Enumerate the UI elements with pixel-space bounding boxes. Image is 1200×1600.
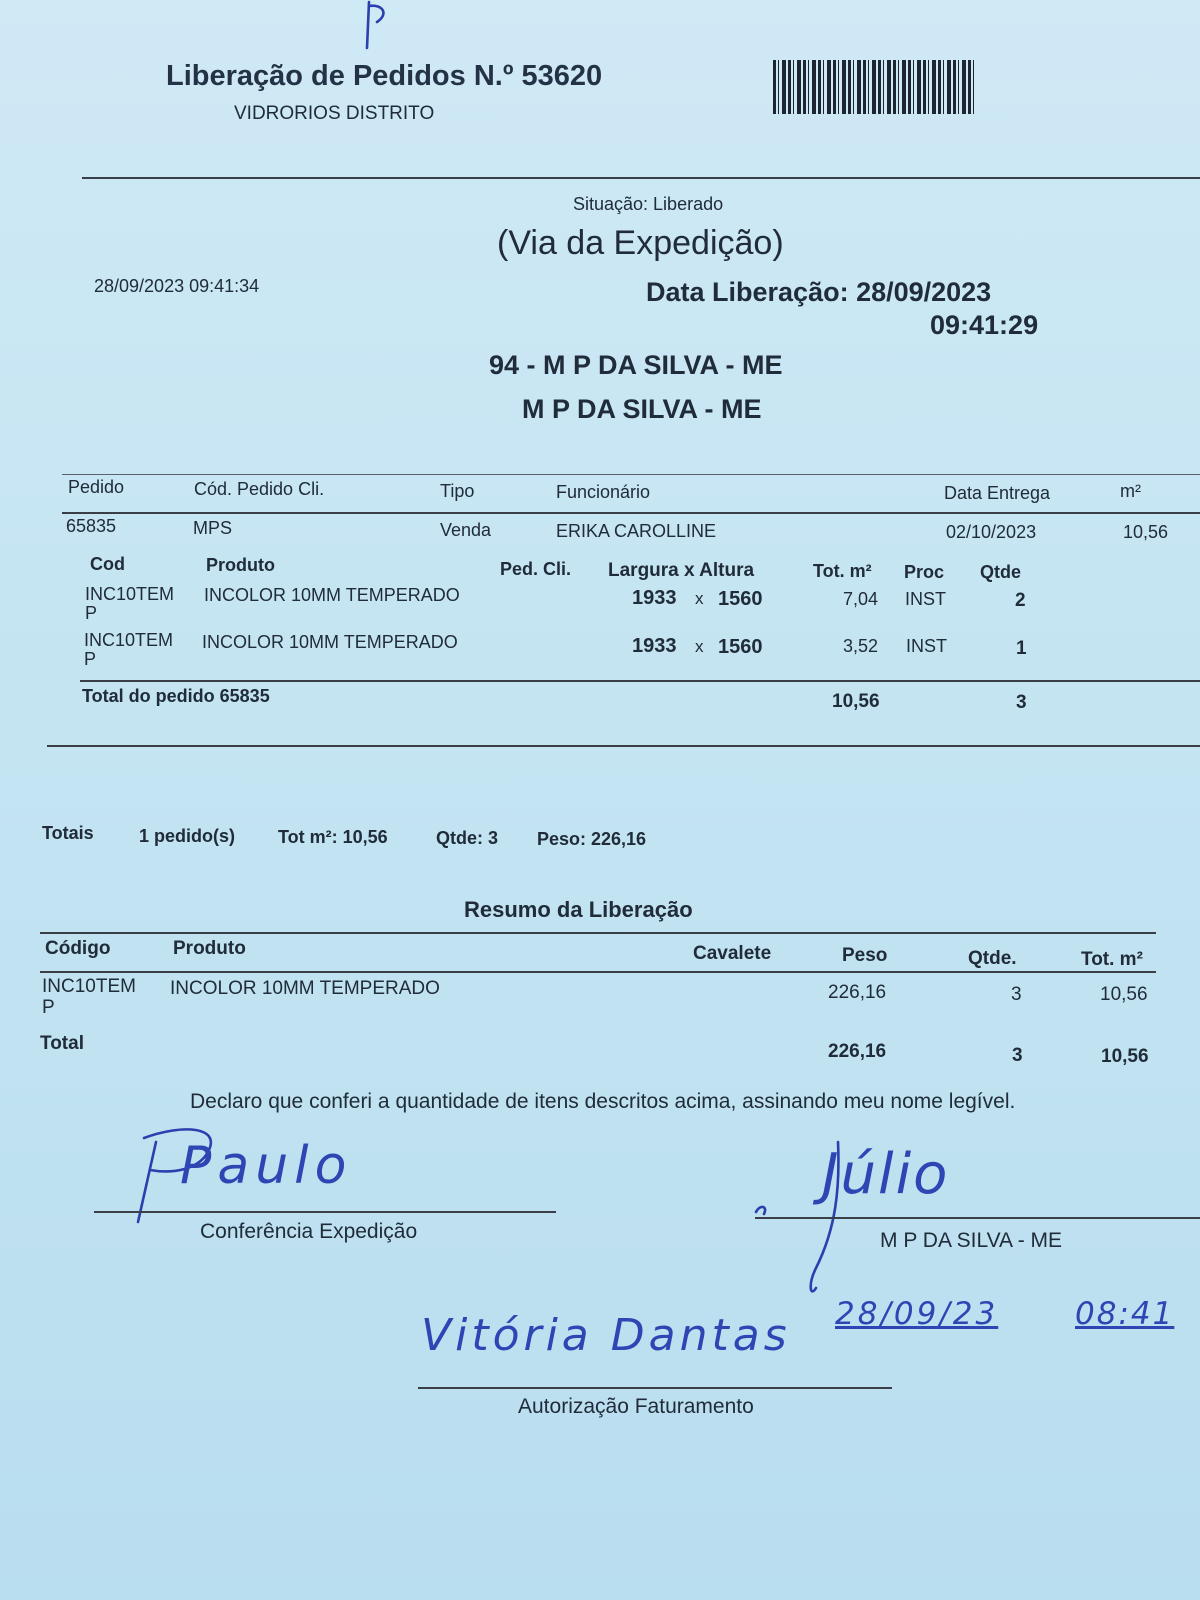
item-col-produto-label: Produto: [206, 555, 275, 575]
order-total-label: Total do pedido 65835: [82, 686, 270, 706]
order-total-m2: 10,56: [832, 691, 880, 712]
item-cod-suffix: P: [84, 649, 97, 669]
resumo-title: Resumo da Liberação: [464, 897, 693, 922]
resumo-qtde: 3: [1011, 984, 1022, 1005]
col-funcionario-label: Funcionário: [556, 482, 651, 502]
funcionario-value: ERIKA CAROLLINE: [556, 521, 717, 541]
document-title: Liberação de Pedidos N.º 53620: [166, 60, 603, 92]
order-section-end: [47, 745, 1200, 747]
handwritten-julio: Júlio: [822, 1142, 950, 1207]
resumo-total-m2: 10,56: [1101, 1046, 1149, 1067]
item-col-qtde-label: Qtde: [980, 562, 1022, 582]
table-row: [42, 974, 1162, 1022]
item-col-cod-label: Cod: [90, 554, 125, 574]
resumo-header-rule: [40, 971, 1156, 973]
resumo-codigo-suffix: P: [42, 997, 55, 1018]
client-signature-label: M P DA SILVA - ME: [880, 1229, 1063, 1252]
via-expedicao: (Via da Expedição): [497, 224, 784, 262]
item-cod-suffix: P: [85, 603, 98, 623]
item-altura: 1560: [718, 588, 763, 610]
item-qtde: 2: [1015, 590, 1026, 611]
item-altura: 1560: [718, 636, 763, 658]
totais-pedidos: 1 pedido(s): [139, 826, 236, 846]
resumo-top-rule: [40, 932, 1156, 934]
m2-value: 10,56: [1123, 522, 1169, 542]
tipo-value: Venda: [440, 520, 492, 540]
totais-label: Totais: [42, 823, 94, 843]
barcode: [773, 60, 977, 114]
signature-line-conferencia: [94, 1211, 556, 1213]
resumo-col-tot-m2-label: Tot. m²: [1081, 949, 1143, 970]
handwritten-vitoria: Vitória Dantas: [421, 1310, 791, 1361]
resumo-total-peso: 226,16: [828, 1041, 887, 1062]
totais-peso: Peso: 226,16: [537, 829, 647, 849]
resumo-tot-m2: 10,56: [1100, 984, 1148, 1005]
client-name: M P DA SILVA - ME: [522, 394, 762, 424]
data-entrega-value: 02/10/2023: [946, 522, 1037, 542]
situacao-text: Situação: Liberado: [573, 194, 724, 214]
header-divider: [82, 177, 1200, 179]
col-tipo-label: Tipo: [440, 481, 475, 501]
resumo-col-produto-label: Produto: [173, 938, 246, 959]
client-code-name: 94 - M P DA SILVA - ME: [489, 350, 783, 380]
col-pedido-label: Pedido: [68, 477, 125, 497]
autorizacao-label: Autorização Faturamento: [518, 1395, 754, 1418]
item-proc: INST: [906, 636, 948, 656]
resumo-produto: INCOLOR 10MM TEMPERADO: [170, 978, 440, 999]
signature-line-autorizacao: [418, 1387, 892, 1389]
item-cod: INC10TEM: [84, 630, 174, 650]
item-col-ped-cli-label: Ped. Cli.: [500, 559, 572, 579]
pedido-value: 65835: [66, 516, 117, 536]
order-header-divider: [62, 512, 1200, 514]
item-proc: INST: [905, 589, 947, 609]
item-col-tot-m2-label: Tot. m²: [813, 561, 872, 581]
cod-pedido-value: MPS: [193, 518, 233, 538]
item-tot-m2: 7,04: [843, 589, 879, 609]
signature-line-client: [755, 1217, 1200, 1219]
resumo-col-cavalete-label: Cavalete: [693, 943, 772, 964]
handwritten-date: 28/09/23: [835, 1296, 999, 1332]
company-name: VIDRORIOS DISTRITO: [234, 103, 435, 124]
item-produto: INCOLOR 10MM TEMPERADO: [204, 585, 460, 605]
resumo-peso: 226,16: [828, 982, 887, 1003]
item-cod: INC10TEM: [85, 584, 175, 604]
resumo-col-peso-label: Peso: [842, 945, 888, 966]
item-tot-m2: 3,52: [843, 636, 879, 656]
order-table-top: [62, 474, 1200, 475]
hora-liberacao: 09:41:29: [930, 310, 1039, 340]
col-m2-label: m²: [1120, 481, 1141, 501]
resumo-col-qtde-label: Qtde.: [968, 948, 1017, 969]
item-qtde: 1: [1016, 638, 1027, 659]
item-x: x: [695, 637, 704, 656]
conferencia-label: Conferência Expedição: [200, 1220, 418, 1243]
print-datetime: 28/09/2023 09:41:34: [94, 276, 260, 296]
item-produto: INCOLOR 10MM TEMPERADO: [202, 632, 458, 652]
data-liberacao: Data Liberação: 28/09/2023: [646, 277, 992, 307]
declaration-text: Declaro que conferi a quantidade de itens descritos acima, assinando meu nome legível.: [190, 1090, 1016, 1113]
item-col-proc-label: Proc: [904, 562, 945, 582]
handwritten-paulo: Paulo: [180, 1136, 353, 1196]
signature-vitoria: [415, 1300, 855, 1390]
totais-qtde: Qtde: 3: [436, 828, 499, 848]
item-x: x: [695, 589, 704, 608]
col-cod-pedido-label: Cód. Pedido Cli.: [194, 479, 325, 499]
resumo-col-codigo-label: Código: [45, 938, 111, 959]
table-row: [84, 630, 1184, 678]
resumo-total-label: Total: [40, 1033, 84, 1054]
resumo-codigo: INC10TEM: [42, 976, 136, 997]
col-data-entrega-label: Data Entrega: [944, 483, 1051, 503]
item-col-largura-altura-label: Largura x Altura: [608, 560, 755, 581]
handwritten-time: 08:41: [1075, 1296, 1175, 1332]
item-largura: 1933: [632, 635, 677, 657]
item-largura: 1933: [632, 587, 677, 609]
totais-m2: Tot m²: 10,56: [278, 827, 388, 847]
items-total-divider: [80, 680, 1200, 682]
table-row: [84, 582, 1184, 630]
order-total-qtde: 3: [1016, 692, 1027, 713]
handwritten-mark: [355, 0, 395, 55]
resumo-total-qtde: 3: [1012, 1045, 1023, 1066]
